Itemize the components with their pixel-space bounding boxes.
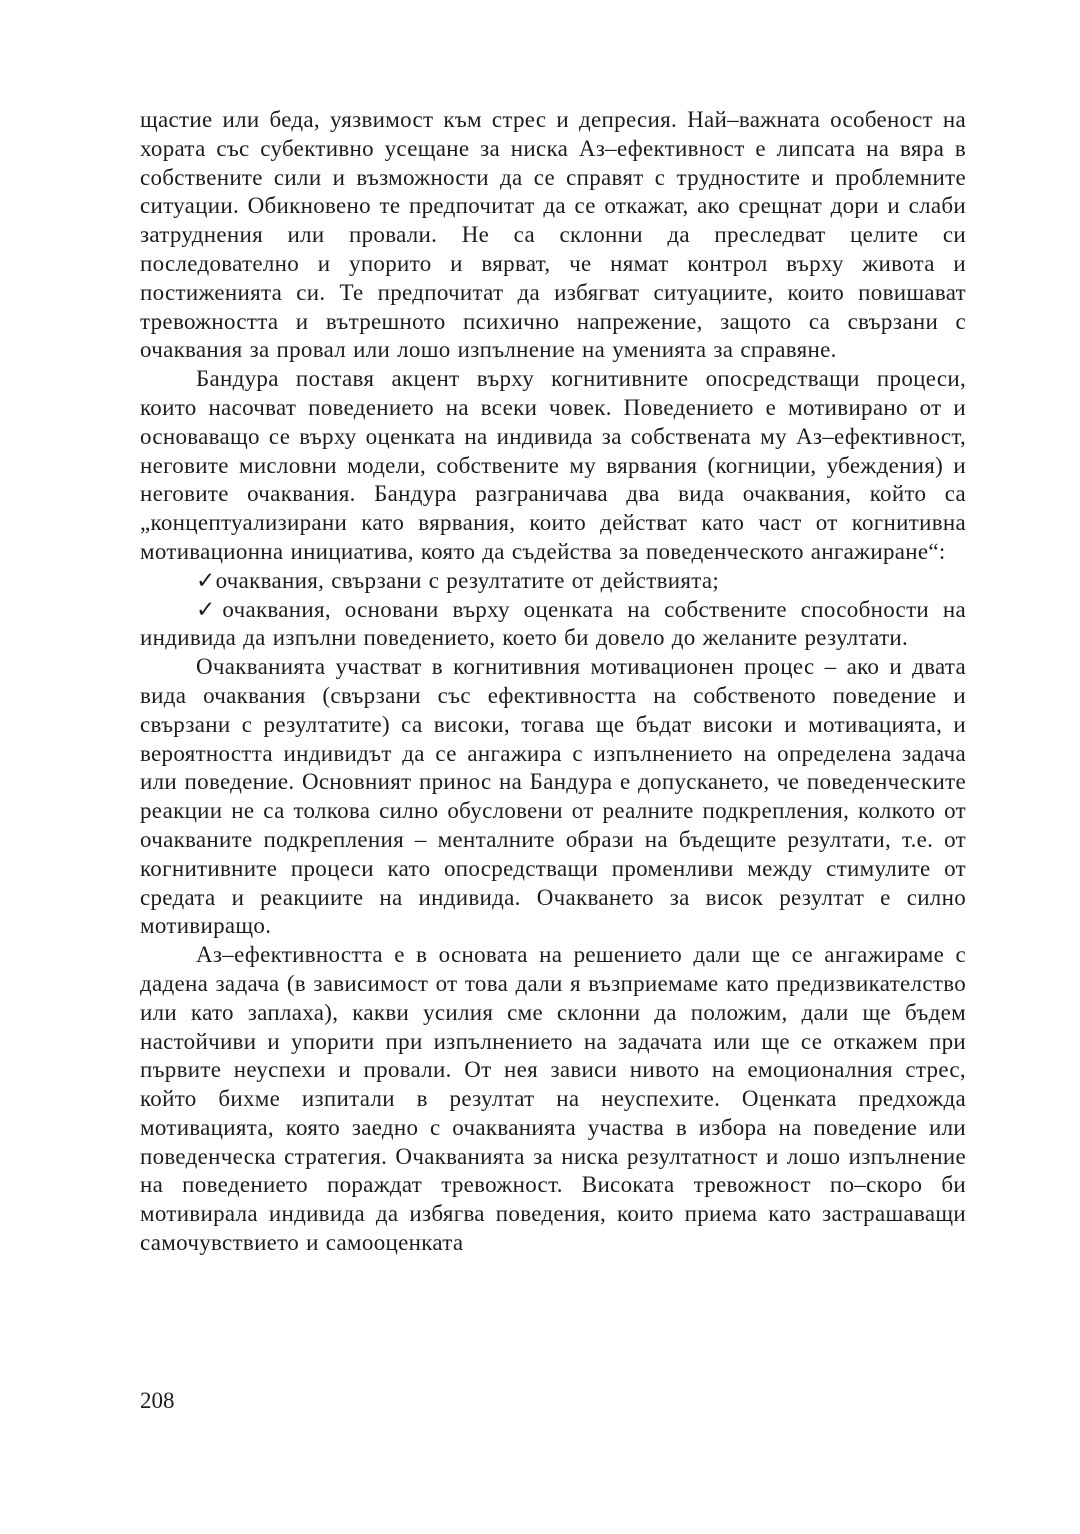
paragraph: Очакванията участват в когнитивния мотивационен процес – ако и двата вида очаквания (свързани със ефективността на собственото поведение и свързани с резултатите) са високи, тогава ще бъдат високи и мотивацията, и вероятността индивидът да се ангажира с изпълнението на определена задача или поведение. Основният принос на Бандура е допускането, че поведенческите реакции не са толкова силно обусловени от реалните подкрепления, колкото от очакваните подкрепления – менталните образи на бъдещите резултати, т.е. от когнитивните процеси като опосредстващи променливи между стимулите от средата и реакциите на индивида. Очакването за висок резултат е силно мотивиращо. — [140, 654, 966, 939]
paragraph: Аз–ефективността е в основата на решението дали ще се ангажираме с дадена задача (в зависимост от това дали я възприемаме като предизвикателство или като заплаха), какви усилия сме склонни да положим, дали ще бъдем настойчиви и упорити при изпълнението на задачата или ще се откажем при първите неуспехи и провали. От нея зависи нивото на емоционалния стрес, който бихме изпитали в резултат на неуспехите. Оценката предхожда мотивацията, която заедно с очакванията участва в избора на поведение или поведенческа стратегия. Очакванията за ниска резултатност и лошо изпълнение на поведението пораждат тревожност. Високата тревожност по–скоро би мотивирала индивида да избягва поведения, които приема като застрашаващи самочувствието и самооценката — [140, 942, 966, 1256]
list-item — [140, 596, 966, 654]
paragraph-continuation: щастие или беда, уязвимост към стрес и депресия. Най–важната особеност на хората със субективно усещане за ниска Аз–ефективност е липсата на вяра в собствените сили и възможности да се справят с трудностите и проблемните ситуации. Обикновено те предпочитат да се откажат, ако срещнат дори и слаби затруднения или провали. Не са склонни да преследват целите си последователно и упорито и вярват, че нямат контрол върху живота и постиженията си. Те предпочитат да избягват ситуациите, които повишават тревожността и вътрешното психично напрежение, защото са свързани с очаквания за провал или лошо изпълнение на уменията за справяне. — [140, 107, 966, 363]
list-item-text: очаквания, основани върху оценката на собствените способности на индивида да изпълни поведението, което би довело до желаните резултати. — [140, 596, 966, 651]
checkmark-icon: ✓ — [196, 567, 216, 593]
page-text-block — [140, 106, 966, 1258]
paragraph: Бандура поставя акцент върху когнитивните опосредстващи процеси, които насочват поведението на всеки човек. Поведението е мотивирано от и основаващо се върху оценката на индивида за собствената му Аз–ефективност, неговите мисловни модели, собствените му вярвания (когниции, убеждения) и неговите очаквания. Бандура разграничава два вида очаквания, който са „концептуализирани като вярвания, които действат като част от когнитивна мотивационна инициатива, която да съдейства за поведенческото ангажиране“: — [140, 366, 966, 564]
page-footer — [140, 1388, 175, 1414]
page-number: 208 — [140, 1388, 175, 1413]
list-item-text: очаквания, свързани с резултатите от действията; — [215, 567, 720, 593]
checkmark-icon: ✓ — [196, 596, 223, 622]
list-item — [140, 567, 966, 596]
